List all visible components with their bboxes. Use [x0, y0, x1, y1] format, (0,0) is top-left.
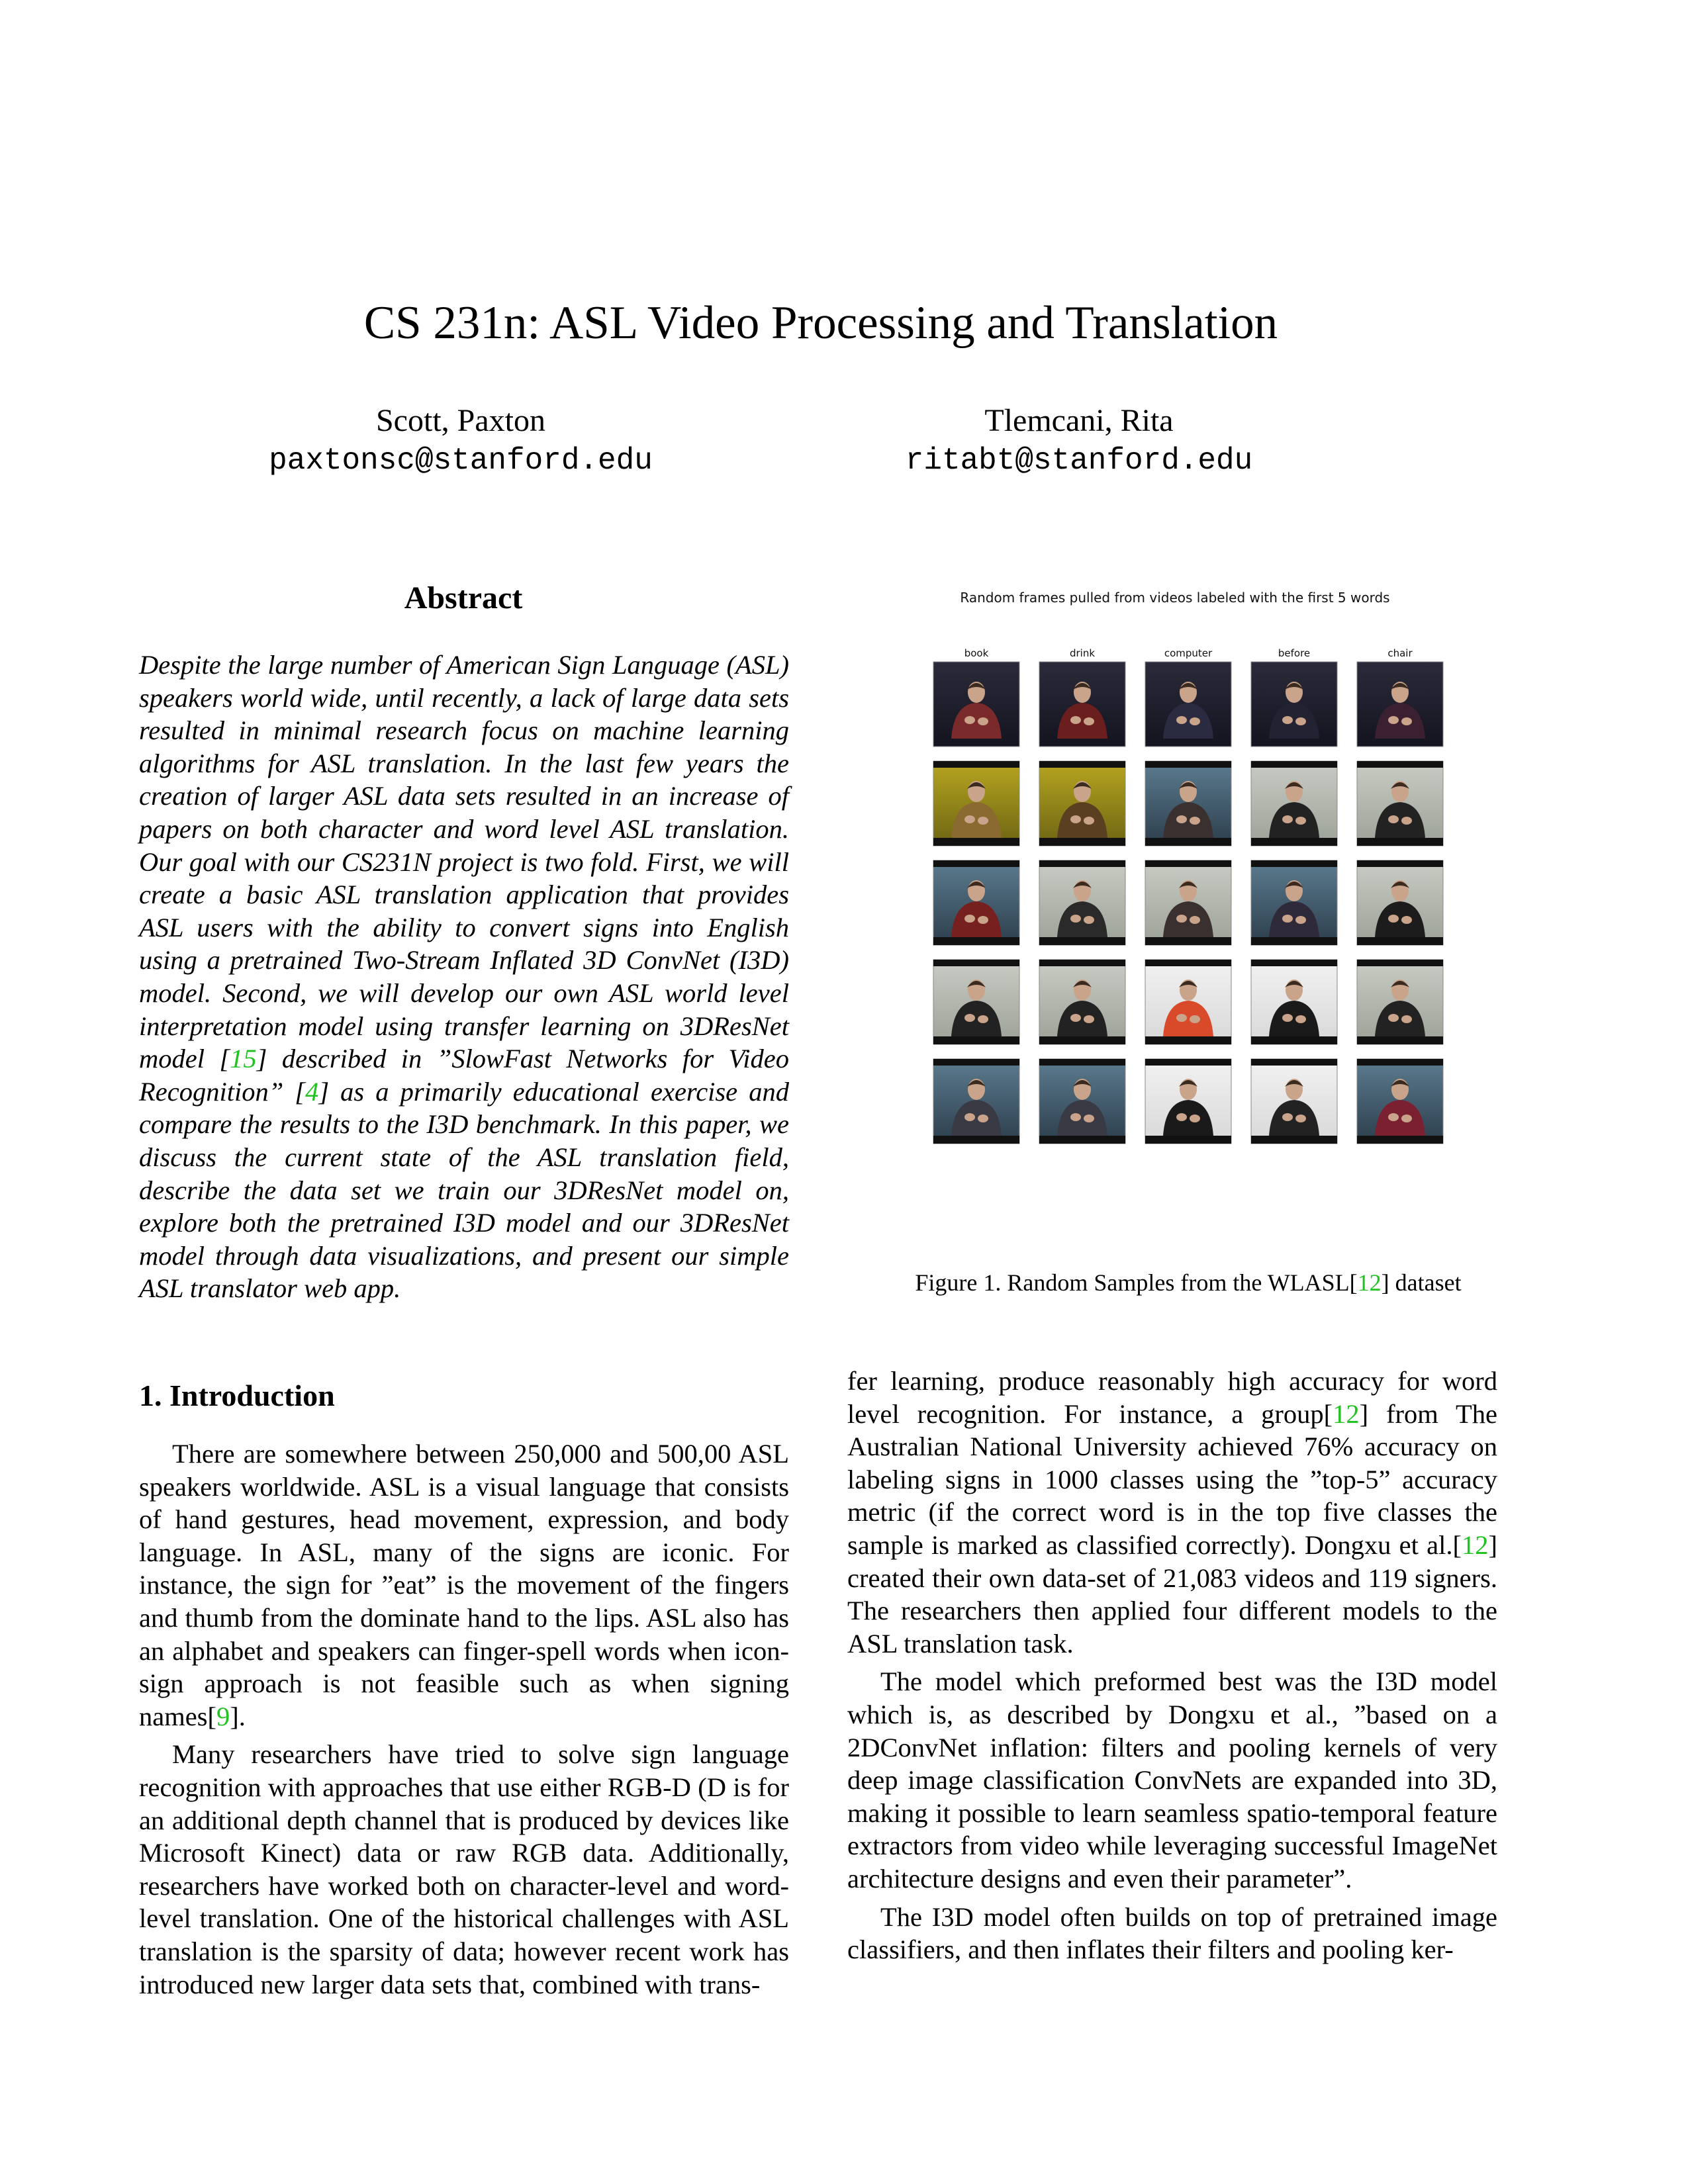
author-name: Scott, Paxton — [375, 403, 545, 438]
column-label-3: before — [1278, 647, 1311, 659]
sample-frame — [1145, 960, 1231, 1044]
column-label-0: book — [964, 647, 989, 659]
abstract-text-part: ] described in ”SlowFast Networks for Video Recognition” [ — [139, 1044, 789, 1107]
citation-link[interactable]: 4 — [305, 1076, 319, 1107]
paragraph — [847, 1365, 1497, 1660]
figure-plot-title: Random frames pulled from videos labeled with the first 5 words — [960, 590, 1390, 606]
sample-frame — [1357, 662, 1443, 747]
author-email: paxtonsc@stanford.edu — [269, 443, 653, 478]
citation-link[interactable]: 9 — [216, 1701, 230, 1731]
abstract-text-part: Despite the large number of American Sign Language (ASL) speakers world wide, until recently, a lack of large data sets resulted in minimal research focus on machine learning algorithms for ASL translation. In the last few years the creation of larger ASL data sets resulted in an increase of papers on both character and word level ASL translation. Our goal with our CS231N project is two fold. First, we will create a basic ASL translation application that provides ASL users with the ability to convert signs into English using a pretrained Two-Stream Inflated 3D ConvNet (I3D) model. Second, we will develop our own ASL world level interpretation model using transfer learning on 3DResNet model [ — [139, 650, 789, 1074]
author-name: Tlemcani, Rita — [984, 403, 1174, 438]
citation-link[interactable]: 15 — [230, 1044, 257, 1074]
sample-frame — [1357, 761, 1443, 846]
sample-frame — [933, 761, 1019, 846]
author-email: ritabt@stanford.edu — [905, 443, 1253, 478]
sample-frame — [1251, 860, 1337, 945]
sample-frame — [1145, 1059, 1231, 1144]
sample-frame — [933, 1059, 1019, 1144]
caption-text: ] dataset — [1381, 1269, 1462, 1296]
sample-frame — [933, 960, 1019, 1044]
sample-frame — [1357, 960, 1443, 1044]
sample-frame — [1145, 662, 1231, 747]
sample-frame — [1039, 662, 1125, 747]
sample-frame — [1251, 1059, 1337, 1144]
intro-column-left — [139, 1437, 789, 2006]
paragraph-text: ] from The Australian National University achieved 76% accuracy on labeling signs in 1000 classes using the ”top-5” accuracy metric (if the correct word is in the top five classes the sample is marked as classified correctly). Dongxu et al.[ — [847, 1398, 1497, 1560]
column-label-2: computer — [1164, 647, 1213, 659]
citation-link[interactable]: 12 — [1357, 1269, 1382, 1296]
abstract-heading: Abstract — [404, 580, 523, 615]
caption-text: Figure 1. Random Samples from the WLASL[ — [915, 1269, 1358, 1296]
sample-frame — [1145, 860, 1231, 945]
sample-frame — [1145, 761, 1231, 846]
paragraph: The model which preformed best was the I3D model which is, as described by Dongxu et al., ”based on a 2DConvNet inflation: filters and pooling kernels of very deep image classification ConvNets are expanded into 3D, making it possible to learn seamless spatio-temporal feature extractors from video while leveraging successful ImageNet architecture designs and even their parameter”. — [847, 1666, 1497, 1893]
paragraph: Many researchers have tried to solve sign language recognition with approaches that use either RGB-D (D is for an additional depth channel that is produced by devices like Microsoft Kinect) data or raw RGB data. Additionally, researchers have worked both on character-level and word-level translation. One of the historical challenges with ASL translation is the sparsity of data; however recent work has introduced new larger data sets that, combined with trans- — [139, 1739, 789, 1999]
intro-column-right — [847, 1365, 1497, 1972]
citation-link[interactable]: 12 — [1333, 1398, 1360, 1429]
sample-frame — [933, 860, 1019, 945]
sample-frame — [1251, 960, 1337, 1044]
sample-frame — [1039, 761, 1125, 846]
sample-frame — [1039, 960, 1125, 1044]
figure-sample-grid — [861, 582, 1556, 1257]
paragraph — [139, 1437, 789, 1733]
author-block-2 — [827, 400, 1331, 480]
citation-link[interactable]: 12 — [1462, 1529, 1489, 1560]
sample-frame — [1039, 860, 1125, 945]
sample-frame — [1251, 761, 1337, 846]
column-label-1: drink — [1069, 647, 1096, 659]
sample-frame — [1039, 1059, 1125, 1144]
abstract-text-part: ] as a primarily educational exercise and compare the results to the I3D benchmark. In this paper, we discuss the current state of the ASL translation field, describe the data set we train our 3DResNet model on, explore both the pretrained I3D model and our 3DResNet model through data visualizations, and present our simple ASL translator web app. — [139, 1076, 789, 1304]
paragraph-text: ]. — [230, 1701, 246, 1731]
abstract-body — [139, 649, 789, 1305]
figure-caption — [847, 1269, 1529, 1297]
sample-frame — [1251, 662, 1337, 747]
paragraph: The I3D model often builds on top of pretrained image classifiers, and then inflates their filters and pooling ker- — [847, 1901, 1497, 1965]
paper-title: CS 231n: ASL Video Processing and Translation — [363, 297, 1278, 349]
sample-frame — [933, 662, 1019, 747]
paragraph-text: ] created their own data-set of 21,083 videos and 119 signers. The researchers then applied four different models to the ASL translation task. — [847, 1529, 1497, 1659]
author-block-1 — [209, 400, 712, 480]
section-heading-introduction: 1. Introduction — [139, 1379, 335, 1412]
sample-frame — [1357, 860, 1443, 945]
paragraph-text: There are somewhere between 250,000 and 500,00 ASL speakers worldwide. ASL is a visual language that consists of hand gestures, head movement, expression, and body language. In ASL, many of the signs are iconic. For instance, the sign for ”eat” is the movement of the fingers and thumb from the dominate hand to the lips. ASL also has an alphabet and speakers can finger-spell words when icon-sign approach is not feasible such as when signing names[ — [139, 1439, 789, 1731]
sample-frame — [1357, 1059, 1443, 1144]
column-label-4: chair — [1387, 647, 1413, 659]
paragraph-text: fer learning, produce reasonably high accuracy for word level recognition. For instance, a group[ — [847, 1366, 1497, 1429]
